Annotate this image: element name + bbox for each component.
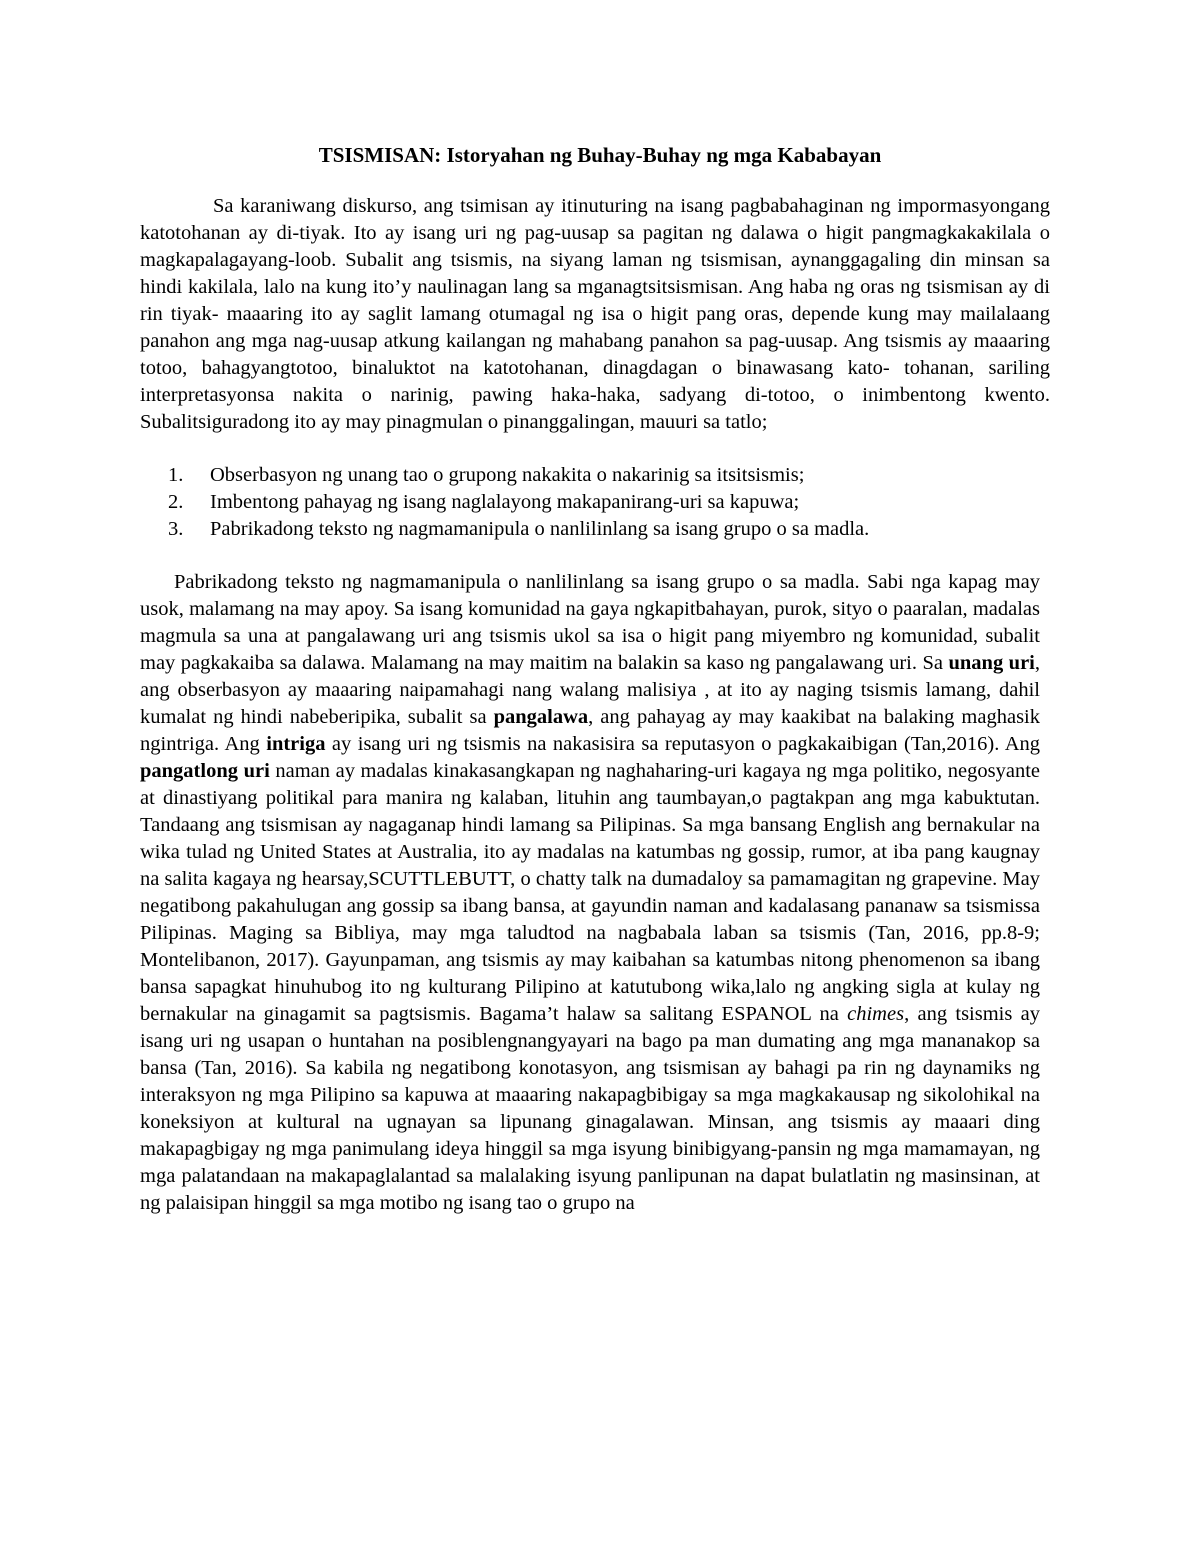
list-item-number: 2. [168, 491, 184, 513]
intro-paragraph: Sa karaniwang diskurso, ang tsimisan ay itinuturing na isang pagbabahaginan ng impormasyongang katotohanan ay di-tiyak. Ito ay isang uri ng pag-uusap sa pagitan ng dalawa o higit pangmagkakakilala o magkapalagayang-loob. Subalit ang tsismis, na siyang laman ng tsismisan, aynanggagaling din minsan sa hindi kakilala, lalo na kung ito’y naulinagan lang sa mganagtsitsismisan. Ang haba ng oras ng tsismisan ay di rin tiyak- maaaring ito ay saglit lamang otumagal ng isa o higit pang oras, depende kung may mailalaang panahon ang mga nag-uusap atkung kailangan ng mahabang panahon sa pag-uusap. Ang tsismis ay maaaring totoo, bahagyangtotoo, binaluktot na katotohanan, dinagdagan o binawasang kato- tohanan, sariling interpretasyonsa nakita o narinig, pawing haka-haka, sadyang di-totoo, o inimbentong kwento. Subalitsiguradong ito ay may pinagmulan o pinanggalingan, mauuri sa tatlo; [140, 195, 1050, 433]
list-item-text: Pabrikadong teksto ng nagmamanipula o nanlilinlang sa isang grupo o sa madla. [210, 518, 870, 540]
list-item [140, 516, 1050, 543]
list-item [140, 489, 1050, 516]
bold-term-intriga: intriga [266, 733, 326, 755]
numbered-list [140, 462, 1050, 543]
list-item-text: Imbentong pahayag ng isang naglalayong makapanirang-uri sa kapuwa; [210, 491, 800, 513]
bold-term-pangalawa: pangalawa [493, 706, 589, 728]
body-text: , ang pahayag ay may kaakibat na balaking maghasik ngintriga. Ang [140, 706, 1041, 755]
body-text: Pabrikadong teksto ng nagmamanipula o nanlilinlang sa isang grupo o sa madla. Sabi nga kapag may usok, malamang na may apoy. Sa isang komunidad na gaya ngkapitbahayan, purok, sityo o paaralan, madalas magmula sa una at pangalawang uri ang tsismis ukol sa isa o higit pang miyembro ng komunidad, subalit may pagkakaiba sa dalawa. Malamang na may maitim na balakin sa kaso ng pangalawang uri. Sa [140, 571, 1040, 674]
document-title: TSISMISAN: Istoryahan ng Buhay-Buhay ng mga Kababayan [318, 143, 882, 167]
body-text: , ang obserbasyon ay maaaring naipamahagi nang walang malisiya , at ito ay naging tsismis lamang, dahil kumalat ng hindi nabeberipika, subalit sa [140, 652, 1040, 728]
bold-term-unang-uri: unang uri [948, 652, 1035, 674]
list-item-number: 3. [168, 518, 184, 540]
italic-term-chimes: chimes [847, 1003, 905, 1025]
list-item [140, 462, 1050, 489]
bold-term-pangatlong-uri: pangatlong uri [140, 760, 270, 782]
body-text: , ang tsismis ay isang uri ng usapan o huntahan na posiblengnangyayari na bago pa man dumating ang mga mananakop sa bansa (Tan, 2016). Sa kabila ng negatibong konotasyon, ang tsismisan ay bahagi pa rin ng daynamiks ng interaksyon ng mga Pilipino sa kapuwa at maaaring nakapagbibigay sa mga magkakausap ng sikolohikal na koneksiyon at kultural na ugnayan sa lipunang ginagalawan. Minsan, ang tsismis ay maaari ding makapagbigay ng mga panimulang ideya hinggil sa mga isyung binibigyang-pansin ng mga mamamayan, ng mga palatandaan na makapaglalantad sa malalaking isyung panlipunan na dapat bulatlatin ng masinsinan, at ng palaisipan hinggil sa mga motibo ng isang tao o grupo na [140, 1003, 1041, 1214]
list-item-number: 1. [168, 464, 184, 486]
body-paragraph [140, 569, 1050, 1217]
list-item-text: Obserbasyon ng unang tao o grupong nakakita o nakarinig sa itsitsismis; [210, 464, 805, 486]
body-text: naman ay madalas kinakasangkapan ng naghaharing-uri kagaya ng mga politiko, negosyante at dinastiyang politikal para manira ng kalaban, lituhin ang taumbayan,o pagtakpan ang mga kabuktutan. Tandaang ang tsismisan ay nagaganap hindi lamang sa Pilipinas. Sa mga bansang English ang bernakular na wika tulad ng United States at Australia, ito ay madalas na katumbas ng gossip, rumor, at iba pang kaugnay na salita kagaya ng hearsay,SCUTTLEBUTT, o chatty talk na dumadaloy sa pamamagitan ng grapevine. May negatibong pakahulugan ang gossip sa ibang bansa, at gayundin naman and kadalasang pananaw sa tsismissa Pilipinas. Maging sa Bibliya, may mga taludtod na nagbabala laban sa tsismis (Tan, 2016, pp.8-9; Montelibanon, 2017). Gayunpaman, ang tsismis ay may kaibahan sa katumbas nitong phenomenon sa ibang bansa sapagkat hinuhubog ito ng kulturang Pilipino at katutubong wika,lalo ng angking sigla at kulay ng bernakular na ginagamit sa pagtsismis. Bagama’t halaw sa salitang ESPANOL na [140, 760, 1040, 1025]
body-text: ay isang uri ng tsismis na nakasisira sa reputasyon o pagkakaibigan (Tan,2016). Ang [325, 733, 1040, 755]
